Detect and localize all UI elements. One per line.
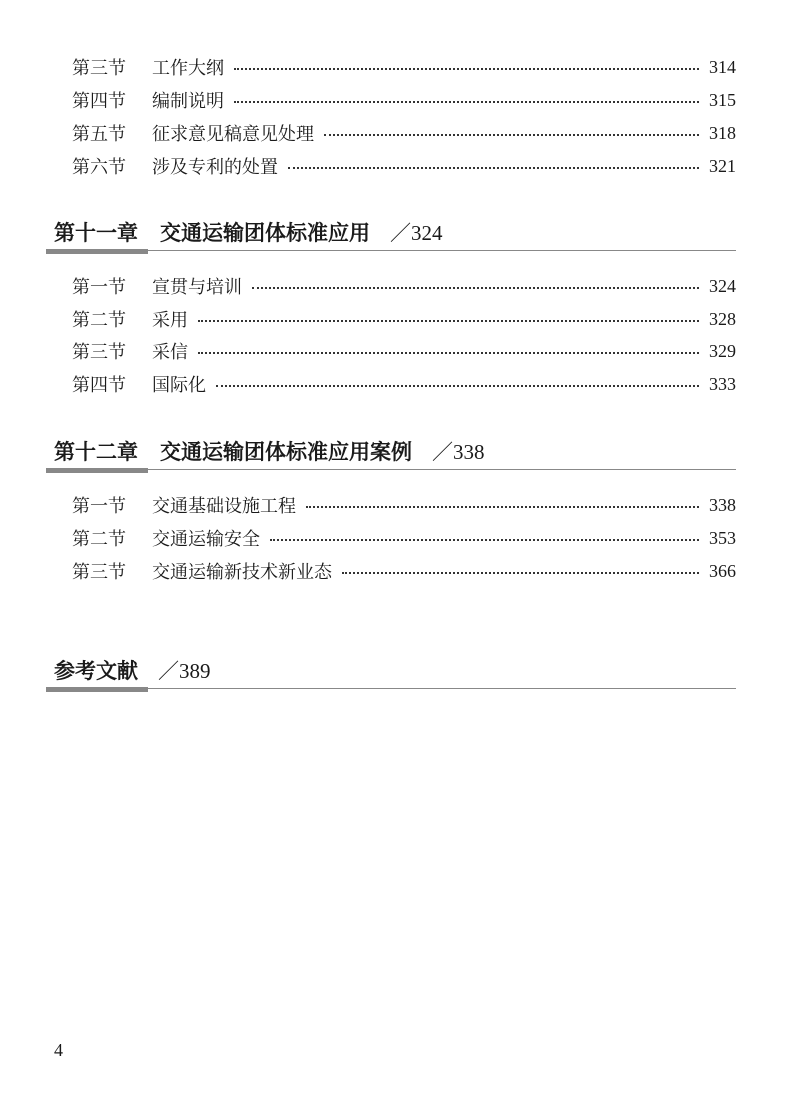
- chapter-heading[interactable]: [46, 214, 736, 252]
- section-number: 第三节: [72, 562, 126, 583]
- chapter-title: 交通运输团体标准应用: [160, 221, 370, 245]
- dot-leader: [252, 287, 699, 289]
- dot-leader: [234, 101, 699, 103]
- section-number: 第二节: [72, 529, 126, 550]
- dot-leader: [234, 68, 699, 70]
- dot-leader: [306, 506, 699, 508]
- dot-leader: [198, 320, 699, 322]
- section-page: 314: [709, 56, 736, 77]
- toc-entry[interactable]: [72, 151, 736, 181]
- section-page: 315: [709, 89, 736, 110]
- section-number: 第三节: [72, 342, 126, 363]
- section-page: 321: [709, 155, 736, 176]
- chapter-title: 交通运输团体标准应用案例: [160, 440, 412, 464]
- chapter-heading[interactable]: [46, 433, 736, 471]
- section-number: 第三节: [72, 58, 126, 79]
- section-title: 工作大纲: [152, 58, 224, 79]
- references-heading[interactable]: [46, 652, 736, 690]
- section-page: 333: [709, 373, 736, 394]
- dot-leader: [288, 167, 699, 169]
- toc-entry[interactable]: [72, 118, 736, 148]
- toc-entry[interactable]: [72, 52, 736, 82]
- section-title: 采用: [152, 310, 188, 331]
- references-title: 参考文献: [54, 659, 138, 683]
- toc-entry[interactable]: [72, 336, 736, 366]
- section-number: 第一节: [72, 277, 126, 298]
- toc-entry[interactable]: [72, 271, 736, 301]
- toc-entry[interactable]: [72, 490, 736, 520]
- section-title: 采信: [152, 342, 188, 363]
- toc-entry[interactable]: [72, 85, 736, 115]
- dot-leader: [216, 385, 699, 387]
- chapter-page: ／324: [390, 221, 443, 245]
- chapter-number: 第十一章: [54, 221, 138, 245]
- dot-leader: [324, 134, 699, 136]
- chapter-rule-accent: [46, 687, 148, 692]
- chapter-rule: [46, 250, 736, 251]
- section-number: 第四节: [72, 91, 126, 112]
- section-page: 318: [709, 122, 736, 143]
- section-page: 338: [709, 494, 736, 515]
- dot-leader: [342, 572, 699, 574]
- section-title: 交通运输安全: [152, 529, 260, 550]
- dot-leader: [270, 539, 699, 541]
- section-number: 第二节: [72, 310, 126, 331]
- section-title: 国际化: [152, 375, 206, 396]
- section-page: 328: [709, 308, 736, 329]
- section-page: 329: [709, 340, 736, 361]
- chapter-rule-accent: [46, 249, 148, 254]
- chapter-page: ／338: [432, 440, 485, 464]
- chapter-rule-accent: [46, 468, 148, 473]
- dot-leader: [198, 352, 699, 354]
- page-number: 4: [54, 1040, 63, 1060]
- section-title: 涉及专利的处置: [152, 157, 278, 178]
- section-title: 征求意见稿意见处理: [152, 124, 314, 145]
- section-number: 第五节: [72, 124, 126, 145]
- section-page: 366: [709, 560, 736, 581]
- section-number: 第六节: [72, 157, 126, 178]
- toc-entry[interactable]: [72, 304, 736, 334]
- section-title: 交通基础设施工程: [152, 496, 296, 517]
- section-number: 第四节: [72, 375, 126, 396]
- toc-entry[interactable]: [72, 369, 736, 399]
- section-title: 交通运输新技术新业态: [152, 562, 332, 583]
- chapter-number: 第十二章: [54, 440, 138, 464]
- section-title: 宣贯与培训: [152, 277, 242, 298]
- section-number: 第一节: [72, 496, 126, 517]
- section-page: 353: [709, 527, 736, 548]
- toc-entry[interactable]: [72, 523, 736, 553]
- section-title: 编制说明: [152, 91, 224, 112]
- chapter-rule: [46, 469, 736, 470]
- references-page: ／389: [158, 659, 211, 683]
- chapter-rule: [46, 688, 736, 689]
- section-page: 324: [709, 275, 736, 296]
- toc-entry[interactable]: [72, 556, 736, 586]
